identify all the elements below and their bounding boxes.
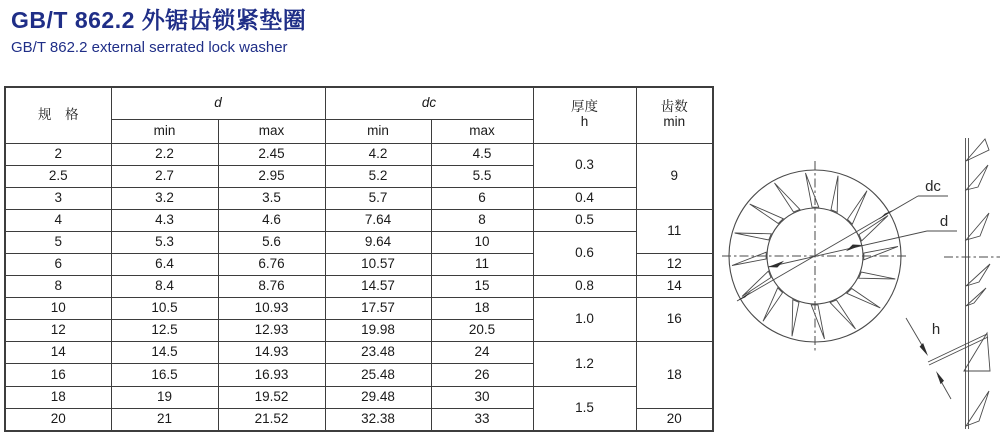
cell-d_min: 2.7 xyxy=(111,165,218,187)
cell-spec: 2.5 xyxy=(5,165,111,187)
cell-d_max: 2.95 xyxy=(218,165,325,187)
cell-spec: 16 xyxy=(5,364,111,386)
col-header-d-max: max xyxy=(218,119,325,143)
cell-d_min: 6.4 xyxy=(111,253,218,275)
cell-dc_min: 25.48 xyxy=(325,364,431,386)
diagram-label-d: d xyxy=(939,213,949,230)
cell-teeth-min: 14 xyxy=(636,276,713,298)
col-header-spec: 规 格 xyxy=(5,87,111,143)
col-header-dc-min: min xyxy=(325,119,431,143)
cell-dc_max: 24 xyxy=(431,342,533,364)
serration-tooth xyxy=(750,204,784,224)
cell-dc_max: 11 xyxy=(431,253,533,275)
table-row xyxy=(5,342,713,364)
cell-dc_min: 5.7 xyxy=(325,187,431,209)
cell-spec: 2 xyxy=(5,143,111,165)
serration-tooth xyxy=(811,305,824,339)
serration-tooth xyxy=(864,247,898,260)
serration-tooth xyxy=(859,272,896,279)
serration-tooth xyxy=(806,173,819,207)
cell-d_min: 19 xyxy=(111,386,218,408)
cell-dc_max: 5.5 xyxy=(431,165,533,187)
cell-d_min: 16.5 xyxy=(111,364,218,386)
cell-dc_max: 30 xyxy=(431,386,533,408)
cell-spec: 10 xyxy=(5,298,111,320)
page-subtitle: GB/T 862.2 external serrated lock washer xyxy=(11,39,288,56)
serration-tooth xyxy=(763,288,783,322)
cell-d_max: 10.93 xyxy=(218,298,325,320)
cell-dc_min: 23.48 xyxy=(325,342,431,364)
cell-dc_min: 17.57 xyxy=(325,298,431,320)
cell-d_min: 2.2 xyxy=(111,143,218,165)
cell-dc_min: 4.2 xyxy=(325,143,431,165)
table-body xyxy=(5,143,713,431)
washer-side-view xyxy=(906,138,1000,429)
table-row xyxy=(5,386,713,408)
serration-tooth xyxy=(792,300,799,337)
cell-spec: 6 xyxy=(5,253,111,275)
col-header-teeth-sub: min xyxy=(663,114,686,130)
col-header-d-min: min xyxy=(111,119,218,143)
cell-dc_max: 26 xyxy=(431,364,533,386)
cell-thickness-h: 1.2 xyxy=(533,342,636,386)
serration-tooth xyxy=(735,233,772,240)
cell-d_max: 3.5 xyxy=(218,187,325,209)
side-serration-tooth xyxy=(966,213,989,240)
serration-tooth xyxy=(830,300,855,329)
cell-d_max: 12.93 xyxy=(218,320,325,342)
cell-d_max: 6.76 xyxy=(218,253,325,275)
diagram-label-h: h xyxy=(931,321,941,338)
table-row xyxy=(5,187,713,209)
cell-thickness-h: 0.8 xyxy=(533,276,636,298)
cell-d_min: 10.5 xyxy=(111,298,218,320)
cell-dc_max: 15 xyxy=(431,276,533,298)
cell-d_max: 8.76 xyxy=(218,276,325,298)
washer-front-view xyxy=(722,161,957,351)
side-serration-tooth xyxy=(966,264,990,286)
cell-d_min: 8.4 xyxy=(111,276,218,298)
cell-d_max: 14.93 xyxy=(218,342,325,364)
cell-d_min: 3.2 xyxy=(111,187,218,209)
col-header-teeth-zh: 齿数 xyxy=(660,99,688,115)
table-row xyxy=(5,231,713,253)
cell-thickness-h: 0.4 xyxy=(533,187,636,209)
dc-dimension-line xyxy=(737,196,918,301)
serration-tooth xyxy=(847,289,881,309)
dimension-table xyxy=(4,86,714,432)
cell-thickness-h: 0.6 xyxy=(533,231,636,275)
cell-dc_min: 19.98 xyxy=(325,320,431,342)
serration-tooth xyxy=(848,191,868,225)
col-header-thickness-sub: h xyxy=(580,114,589,130)
cell-dc_max: 10 xyxy=(431,231,533,253)
cell-thickness-h: 0.5 xyxy=(533,209,636,231)
side-serration-teeth xyxy=(964,139,990,426)
col-header-dc-max: max xyxy=(431,119,533,143)
cell-teeth-min: 20 xyxy=(636,408,713,431)
technical-drawing xyxy=(700,130,1000,434)
cell-spec: 8 xyxy=(5,276,111,298)
cell-spec: 12 xyxy=(5,320,111,342)
serration-tooth xyxy=(732,252,766,265)
cell-spec: 3 xyxy=(5,187,111,209)
cell-dc_max: 6 xyxy=(431,187,533,209)
cell-d_min: 14.5 xyxy=(111,342,218,364)
cell-spec: 5 xyxy=(5,231,111,253)
table-row xyxy=(5,276,713,298)
cell-thickness-h: 1.5 xyxy=(533,386,636,431)
page-title: GB/T 862.2 外锯齿锁紧垫圈 xyxy=(11,7,307,33)
cell-spec: 14 xyxy=(5,342,111,364)
cell-dc_min: 7.64 xyxy=(325,209,431,231)
cell-dc_min: 29.48 xyxy=(325,386,431,408)
cell-teeth-min: 16 xyxy=(636,298,713,342)
cell-dc_min: 5.2 xyxy=(325,165,431,187)
side-serration-tooth xyxy=(966,391,989,426)
arrowhead-icon xyxy=(920,343,928,356)
serration-tooth xyxy=(775,183,800,212)
cell-teeth-min: 12 xyxy=(636,253,713,275)
cell-dc_max: 4.5 xyxy=(431,143,533,165)
cell-spec: 20 xyxy=(5,408,111,431)
cell-dc_min: 10.57 xyxy=(325,253,431,275)
cell-d_max: 5.6 xyxy=(218,231,325,253)
cell-dc_max: 20.5 xyxy=(431,320,533,342)
cell-teeth-min: 11 xyxy=(636,209,713,253)
cell-dc_min: 9.64 xyxy=(325,231,431,253)
cell-teeth-min: 18 xyxy=(636,342,713,408)
arrowhead-icon xyxy=(846,245,862,252)
cell-d_min: 4.3 xyxy=(111,209,218,231)
col-header-d: d xyxy=(111,87,325,119)
cell-dc_max: 18 xyxy=(431,298,533,320)
side-serration-tooth xyxy=(966,139,989,161)
table-row xyxy=(5,143,713,165)
cell-d_max: 19.52 xyxy=(218,386,325,408)
cell-d_max: 21.52 xyxy=(218,408,325,431)
h-section-edge-bottom xyxy=(929,337,988,365)
col-header-dc: dc xyxy=(325,87,533,119)
cell-d_max: 16.93 xyxy=(218,364,325,386)
cell-teeth-min: 9 xyxy=(636,143,713,209)
cell-d_min: 5.3 xyxy=(111,231,218,253)
cell-thickness-h: 1.0 xyxy=(533,298,636,342)
serration-tooth xyxy=(831,176,838,213)
cell-spec: 18 xyxy=(5,386,111,408)
table-row xyxy=(5,209,713,231)
col-header-thickness xyxy=(533,87,636,143)
cell-d_max: 4.6 xyxy=(218,209,325,231)
side-serration-tooth xyxy=(966,165,988,190)
cell-thickness-h: 0.3 xyxy=(533,143,636,187)
side-serration-tooth xyxy=(966,288,986,306)
cell-dc_min: 32.38 xyxy=(325,408,431,431)
cell-d_min: 12.5 xyxy=(111,320,218,342)
cell-d_max: 2.45 xyxy=(218,143,325,165)
table-row xyxy=(5,298,713,320)
cell-dc_min: 14.57 xyxy=(325,276,431,298)
cell-dc_max: 33 xyxy=(431,408,533,431)
cell-d_min: 21 xyxy=(111,408,218,431)
cell-spec: 4 xyxy=(5,209,111,231)
cell-dc_max: 8 xyxy=(431,209,533,231)
arrowhead-icon xyxy=(936,371,944,384)
diagram-label-dc: dc xyxy=(925,178,941,195)
col-header-thickness-zh: 厚度 xyxy=(571,99,599,115)
table-header xyxy=(5,87,713,143)
